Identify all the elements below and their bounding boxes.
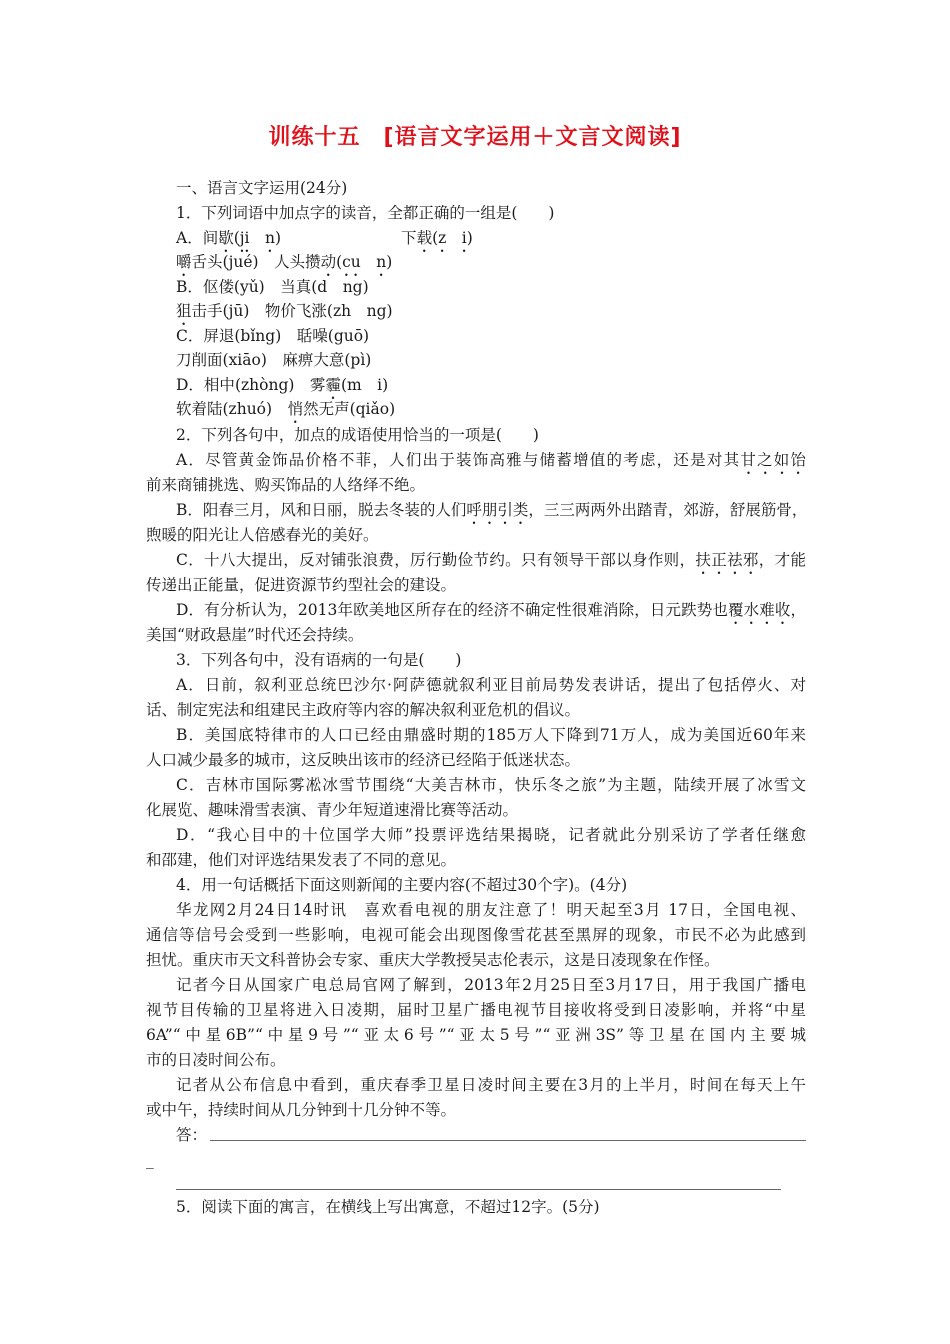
q1-option-d-line2: 软着陆(zhuó) 悄然无声(qiǎo) [176,400,396,418]
q2-option-c-line1: C．十八大提出，反对铺张浪费，厉行勤俭节约。只有领导干部以身作则，扶正祛邪，才能 [176,551,806,569]
page-title: 训练十五 [语言文字运用＋文言文阅读] [268,125,682,150]
q3-option-a-line1: A．日前，叙利亚总统巴沙尔·阿萨德就叙利亚目前局势发表讲话，提出了包括停火、对 [176,676,806,694]
q1-option-c-line2: 刀削面(xiāo) 麻痹大意(pì) [176,351,372,369]
q2-option-b-line2: 煦暖的阳光让人倍感春光的美好。 [146,526,379,544]
answer-dash: _ [146,1151,154,1169]
q4-paragraph-2-line1: 记者今日从国家广电总局官网了解到，2013年2月25日至3月17日，用于我国广播电 [176,976,806,994]
q1-option-a-line1: A．间歇(ji n) 下载(z i) [176,229,473,247]
q3-option-c-line1: C．吉林市国际雾凇冰雪节围绕“大美吉林市，快乐冬之旅”为主题，陆续开展了冰雪文 [176,776,806,794]
question-2-stem: 2．下列各句中，加点的成语使用恰当的一项是( ) [176,426,539,444]
q1-option-b-line2: 狙击手(jū) 物价飞涨(zh ng) [176,302,393,320]
answer-blank-line-2[interactable] [176,1189,781,1190]
q4-paragraph-2-line3: 6A”“中星6B”“中星9号”“亚太6号”“亚太5号”“亚洲3S”等卫星在国内主要城 [146,1026,806,1044]
question-1-stem: 1．下列词语中加点字的读音，全都正确的一组是( ) [176,204,555,222]
q2-option-d-line2: 美国“财政悬崖”时代还会持续。 [146,626,364,644]
answer-blank-line-1[interactable] [210,1140,806,1141]
q2-option-a-line1: A．尽管黄金饰品价格不菲，人们出于装饰高雅与储蓄增值的考虑，还是对其甘之如饴 [176,451,806,469]
q2-option-b-line1: B．阳春三月，风和日丽，脱去冬装的人们呼朋引类，三三两两外出踏青，郊游，舒展筋骨， [176,501,808,519]
question-4-stem: 4．用一句话概括下面这则新闻的主要内容(不超过30个字)。(4分) [176,876,628,894]
q1-option-d-line1: D．相中(zhòng) 雾霾(m i) [176,376,389,394]
q2-option-c-line2: 传递出正能量，促进资源节约型社会的建设。 [146,576,457,594]
answer-label: 答： [176,1126,208,1144]
q3-option-c-line2: 化展览、趣味滑雪表演、青少年短道速滑比赛等活动。 [146,801,519,819]
q2-option-d-line1: D．有分析认为，2013年欧美地区所存在的经济不确定性很难消除，日元跌势也覆水难收， [176,601,806,619]
q3-option-a-line2: 话、制定宪法和组建民主政府等内容的解决叙利亚危机的倡议。 [146,701,581,719]
section-heading: 一、语言文字运用(24分) [176,179,348,197]
q4-paragraph-1-line1: 华龙网2月24日14时讯 喜欢看电视的朋友注意了！明天起至3月 17日，全国电视、 [176,901,806,919]
q3-option-d-line2: 和邵建，他们对评选结果发表了不同的意见。 [146,851,457,869]
q3-option-d-line1: D．“我心目中的十位国学大师”投票评选结果揭晓，记者就此分别采访了学者任继愈 [176,826,806,844]
question-5-stem: 5．阅读下面的寓言，在横线上写出寓意，不超过12字。(5分) [176,1198,600,1216]
q4-paragraph-3-line1: 记者从公布信息中看到，重庆春季卫星日凌时间主要在3月的上半月，时间在每天上午 [176,1076,806,1094]
q4-paragraph-1-line2: 通信等信号会受到一些影响，电视可能会出现图像雪花甚至黑屏的现象，市民不必为此感到 [146,926,806,944]
q4-paragraph-3-line2: 或中午，持续时间从几分钟到十几分钟不等。 [146,1101,457,1119]
q4-paragraph-2-line4: 市的日凌时间公布。 [146,1051,286,1069]
q4-paragraph-1-line3: 担忧。重庆市天文科普协会专家、重庆大学教授吴志伦表示，这是日凌现象在作怪。 [146,951,720,969]
q1-option-c-line1: C．屏退(bǐng) 聒噪(guō) [176,327,370,345]
q2-option-a-line2: 前来商铺挑选、购买饰品的人络绎不绝。 [146,476,426,494]
q4-paragraph-2-line2: 视节目传输的卫星将进入日凌期，届时卫星广播电视节目接收将受到日凌影响，并将“中星 [146,1001,806,1019]
q3-option-b-line1: B．美国底特律市的人口已经由鼎盛时期的185万人下降到71万人，成为美国近60年来 [176,726,806,744]
question-3-stem: 3．下列各句中，没有语病的一句是( ) [176,651,462,669]
q3-option-b-line2: 人口减少最多的城市，这反映出该市的经济已经陷于低迷状态。 [146,751,581,769]
q1-option-b-line1: B．伛偻(yǔ) 当真(d ng) [176,278,369,296]
q1-option-a-line2: 嚼舌头(jué) 人头攒动(cu n) [176,253,393,271]
